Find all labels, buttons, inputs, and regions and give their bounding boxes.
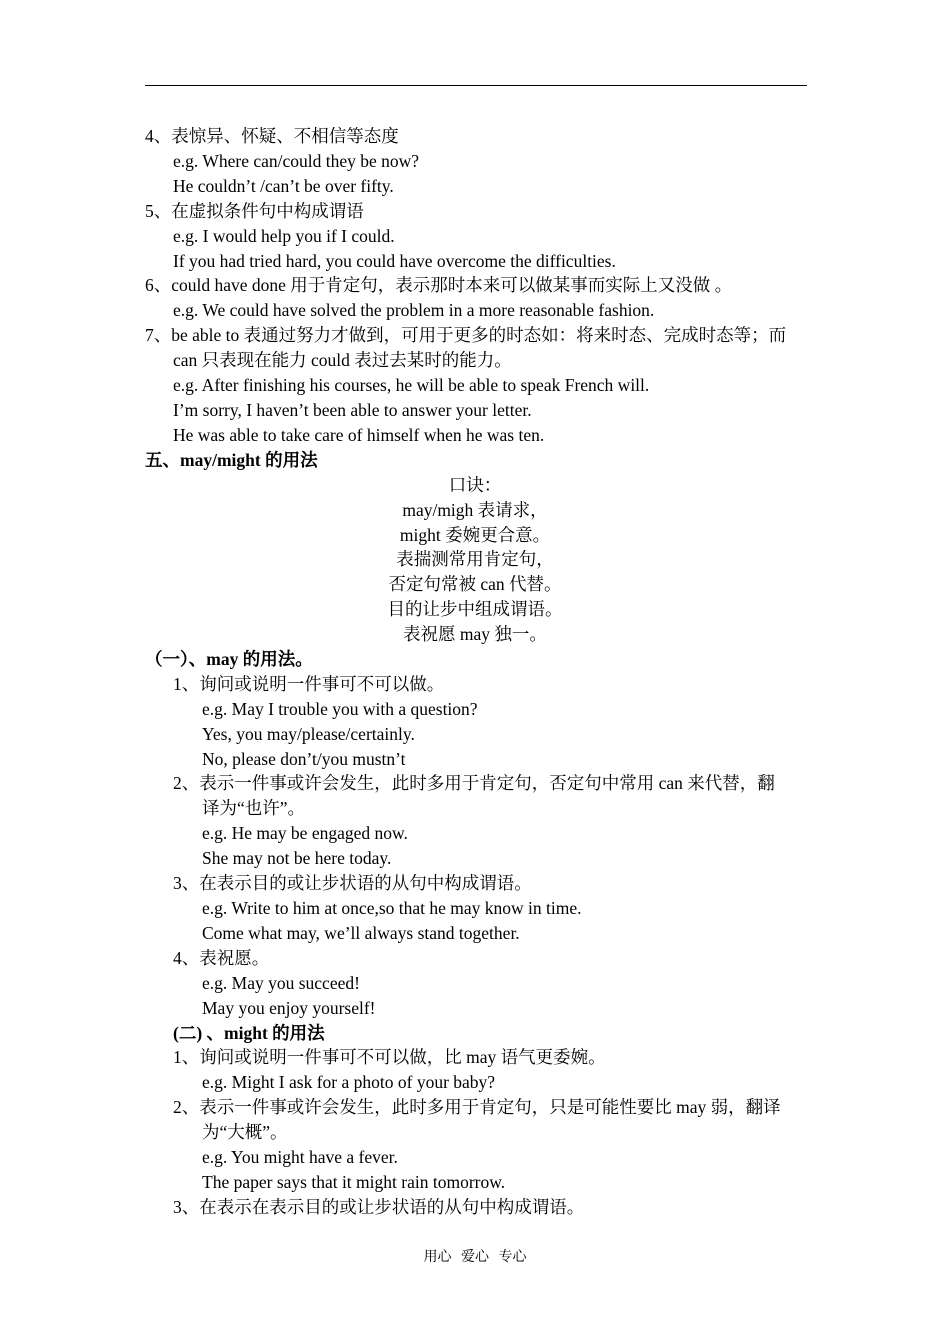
example-line: No, please don’t/you mustn’t	[202, 749, 406, 769]
may-item-2: 2、表示一件事或许会发生，此时多用于肯定句，否定句中常用 can 来代替，翻	[173, 773, 775, 793]
example-line: Come what may, we’ll always stand together.	[202, 923, 520, 943]
example-line: e.g. Write to him at once,so that he may know in time.	[202, 898, 582, 918]
example-line: e.g. You might have a fever.	[202, 1147, 398, 1167]
example-line: e.g. Might I ask for a photo of your baby?	[202, 1072, 496, 1092]
section-heading-may-might: 五、may/might 的用法	[145, 450, 318, 470]
mnemonic-line: 表祝愿 may 独一。	[403, 624, 547, 644]
may-item-1: 1、询问或说明一件事可不可以做。	[173, 674, 445, 694]
example-line: He couldn’t /can’t be over fifty.	[173, 176, 394, 196]
mnemonic-line: might 委婉更合意。	[399, 525, 551, 545]
subsection-heading-may: （一）、may 的用法。	[145, 649, 313, 669]
example-line: I’m sorry, I haven’t been able to answer your letter.	[173, 400, 532, 420]
might-item-3: 3、在表示在表示目的或让步状语的从句中构成谓语。	[173, 1197, 585, 1217]
header-rule	[145, 85, 807, 86]
mnemonic-line: 表揣测常用肯定句，	[396, 549, 554, 569]
item-4-heading: 4、表惊异、怀疑、不相信等态度	[145, 126, 399, 146]
mnemonic-line: 目的让步中组成谓语。	[387, 599, 563, 619]
might-item-2: 2、表示一件事或许会发生，此时多用于肯定句，只是可能性要比 may 弱，翻译	[173, 1097, 781, 1117]
example-line: e.g. He may be engaged now.	[202, 823, 408, 843]
example-line: May you enjoy yourself!	[202, 998, 376, 1018]
item-5-heading: 5、在虚拟条件句中构成谓语	[145, 201, 364, 221]
page-footer: 用心 爱心 专心	[423, 1250, 527, 1265]
example-line: e.g. May you succeed!	[202, 973, 360, 993]
item-7-heading: 7、be able to 表通过努力才做到，可用于更多的时态如：将来时态、完成时态等；而	[145, 325, 787, 345]
example-line: The paper says that it might rain tomorrow.	[202, 1172, 506, 1192]
may-item-3: 3、在表示目的或让步状语的从句中构成谓语。	[173, 873, 532, 893]
example-line: e.g. May I trouble you with a question?	[202, 699, 478, 719]
might-item-2-continuation: 为“大概”。	[202, 1122, 288, 1142]
subsection-heading-might: (二) 、might 的用法	[173, 1023, 325, 1043]
example-line: He was able to take care of himself when he was ten.	[173, 425, 545, 445]
mnemonic-title: 口诀：	[448, 475, 502, 495]
example-line: e.g. After finishing his courses, he will be able to speak French will.	[173, 375, 650, 395]
example-line: If you had tried hard, you could have overcome the difficulties.	[173, 251, 616, 271]
may-item-4: 4、表祝愿。	[173, 948, 270, 968]
mnemonic-line: 否定句常被 can 代替。	[388, 574, 562, 594]
example-line: e.g. Where can/could they be now?	[173, 151, 420, 171]
example-line: Yes, you may/please/certainly.	[202, 724, 415, 744]
mnemonic-line: may/migh 表请求，	[402, 500, 548, 520]
may-item-2-continuation: 译为“也许”。	[202, 798, 306, 818]
item-7-continuation: can 只表现在能力 could 表过去某时的能力。	[173, 350, 512, 370]
example-line: e.g. We could have solved the problem in a more reasonable fashion.	[173, 300, 655, 320]
example-line: e.g. I would help you if I could.	[173, 226, 395, 246]
item-6-heading: 6、could have done 用于肯定句，表示那时本来可以做某事而实际上又没做 。	[145, 275, 733, 295]
example-line: She may not be here today.	[202, 848, 392, 868]
might-item-1: 1、询问或说明一件事可不可以做，比 may 语气更委婉。	[173, 1047, 606, 1067]
